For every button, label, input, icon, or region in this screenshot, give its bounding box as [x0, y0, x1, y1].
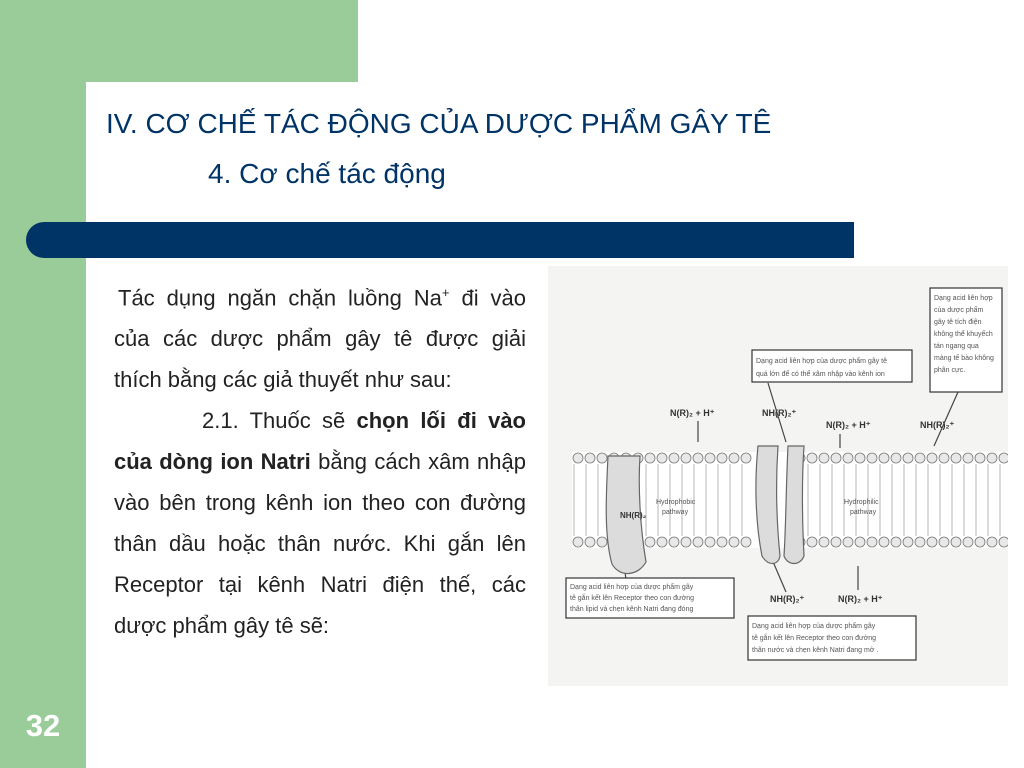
mechanism-prefix: 2.1. Thuốc sẽ — [202, 408, 357, 434]
note-top-middle-text: Dạng acid liên hợp của dược phẩm gây tê quá lớn để có thể xâm nhập vào kênh ion — [756, 358, 887, 378]
eq-bottom-product: NH(R)₂⁺ — [770, 594, 805, 604]
slide-title: IV. CƠ CHẾ TÁC ĐỘNG CỦA DƯỢC PHẨM GÂY TÊ — [106, 108, 772, 139]
membrane-diagram — [548, 266, 1008, 686]
slide-number: 32 — [25, 708, 61, 743]
eq-top-left: N(R)₂ + H⁺ — [670, 408, 715, 418]
hydrophobic-label: Hydrophobic pathway — [656, 499, 696, 516]
note-top-right — [930, 288, 1002, 392]
intro-text-end: đi vào của các dược phẩm gây tê được giải thích bằng các giả thuyết như sau: — [114, 285, 526, 393]
title-divider-band — [26, 222, 854, 258]
note-bottom-right-text: Dạng acid liên hợp của dược phẩm gây tê gắn kết lên Receptor theo con đường thân nước và chẹn kênh Natri đang mở . — [752, 623, 879, 654]
sodium-charge: + — [441, 285, 450, 300]
note-bottom-left-text: Dạng acid liên hợp của dược phẩm gây tê gắn kết lên Receptor theo con đường thân lipid và chẹn kênh Natri đang đóng — [570, 584, 695, 613]
top-green-block — [0, 0, 358, 82]
hydrophilic-label: Hydrophilic pathway — [844, 499, 879, 516]
eq-bottom: N(R)₂ + H⁺ — [838, 594, 883, 604]
mechanism-text: bằng cách xâm nhập vào bên trong kênh ion theo con đường thân dầu hoặc thân nước. Khi gắn lên Receptor tại kênh Natri điện thế, các dược phẩm gây tê sẽ: — [114, 449, 526, 639]
eq-top-right: N(R)₂ + H⁺ — [826, 420, 871, 430]
note-top-middle — [752, 350, 912, 382]
eq-top-left-product: NH(R)₂⁺ — [762, 408, 797, 418]
membrane-diagram-svg — [548, 266, 1008, 686]
eq-top-right-product: NH(R)₂⁺ — [920, 420, 955, 430]
paragraph-mechanism — [107, 400, 526, 646]
note-top-right-text: Dạng acid liên hợp của dược phẩm gây tê tích điện không thể khuyếch tán ngang qua màng tế bào không phân cực. — [934, 295, 994, 374]
channel-left-label: NH(R)₂ — [620, 511, 647, 520]
mechanism-bold: chọn lối đi vào của dòng ion Natri — [114, 408, 526, 475]
note-bottom-left — [566, 578, 734, 618]
left-green-bar — [0, 0, 86, 768]
paragraph-intro — [107, 272, 526, 400]
note-bottom-right — [748, 616, 916, 660]
intro-text-start: Tác dụng ngăn chặn luồng Na — [118, 285, 442, 311]
slide-subtitle: 4. Cơ chế tác động — [208, 158, 446, 189]
body-text — [107, 272, 526, 646]
